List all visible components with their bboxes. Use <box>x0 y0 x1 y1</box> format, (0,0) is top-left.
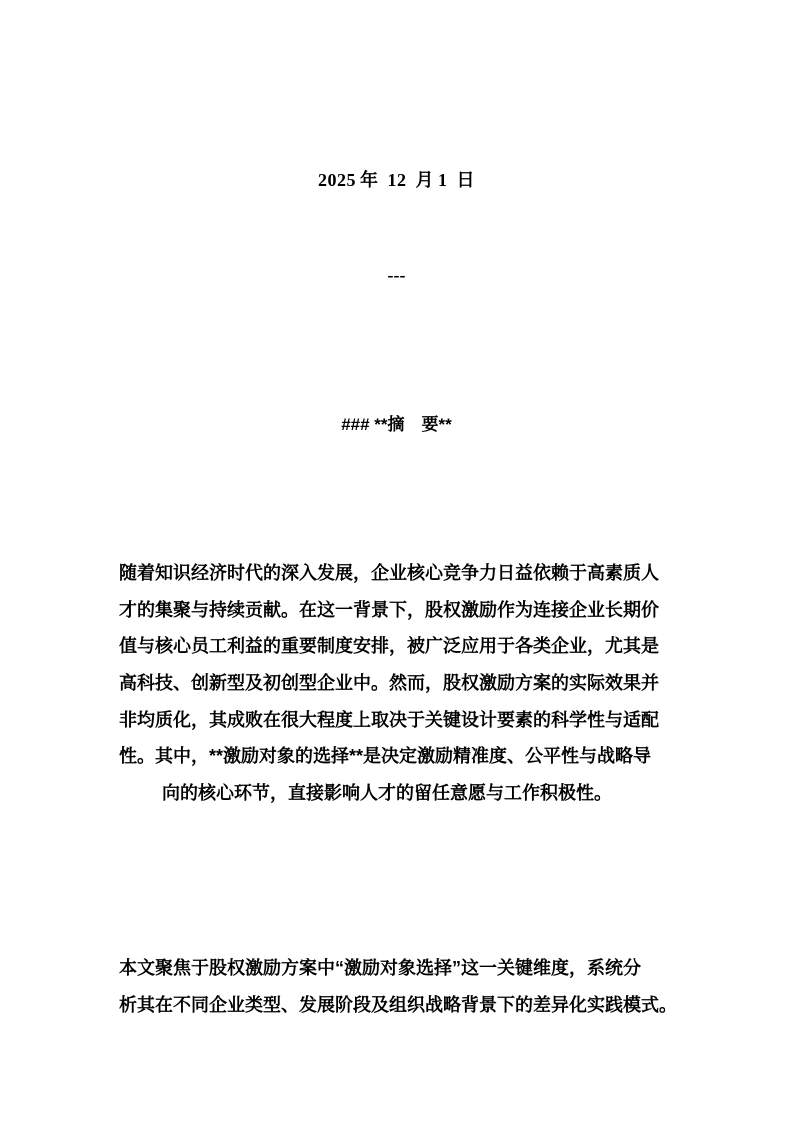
date-month: 12 <box>387 170 407 190</box>
separator-line: --- <box>387 265 406 285</box>
document-date <box>0 168 793 192</box>
date-day: 1 <box>438 170 448 190</box>
paragraph-line: 非均质化，其成败在很大程度上取决于关键设计要素的科学性与适配 <box>119 709 659 730</box>
date-year: 2025 <box>318 170 356 190</box>
abstract-paragraph-2 <box>119 950 679 1023</box>
abstract-heading: ### **摘 要** <box>341 415 452 434</box>
paragraph-line: 向的核心环节，直接影响人才的留任意愿与工作积极性。 <box>162 783 612 804</box>
paragraph-line: 析其在不同企业类型、发展阶段及组织战略背景下的差异化实践模式。 <box>119 994 677 1015</box>
paragraph-line: 本文聚焦于股权激励方案中“激励对象选择”这一关键维度，系统分 <box>119 958 641 978</box>
date-year-unit: 年 <box>360 170 379 190</box>
paragraph-line: 值与核心员工利益的重要制度安排，被广泛应用于各类企业，尤其是 <box>119 636 659 657</box>
paragraph-line: 随着知识经济时代的深入发展，企业核心竞争力日益依赖于高素质人 <box>119 563 659 583</box>
abstract-paragraph-1 <box>119 555 679 812</box>
paragraph-line: 高科技、创新型及初创型企业中。然而，股权激励方案的实际效果并 <box>119 673 659 694</box>
date-month-unit: 月 <box>415 170 434 190</box>
paragraph-line: 才的集聚与持续贡献。在这一背景下，股权激励作为连接企业长期价 <box>119 599 659 620</box>
paragraph-line: 性。其中，**激励对象的选择**是决定激励精准度、公平性与战略导 <box>119 746 652 767</box>
date-day-unit: 日 <box>456 170 475 190</box>
